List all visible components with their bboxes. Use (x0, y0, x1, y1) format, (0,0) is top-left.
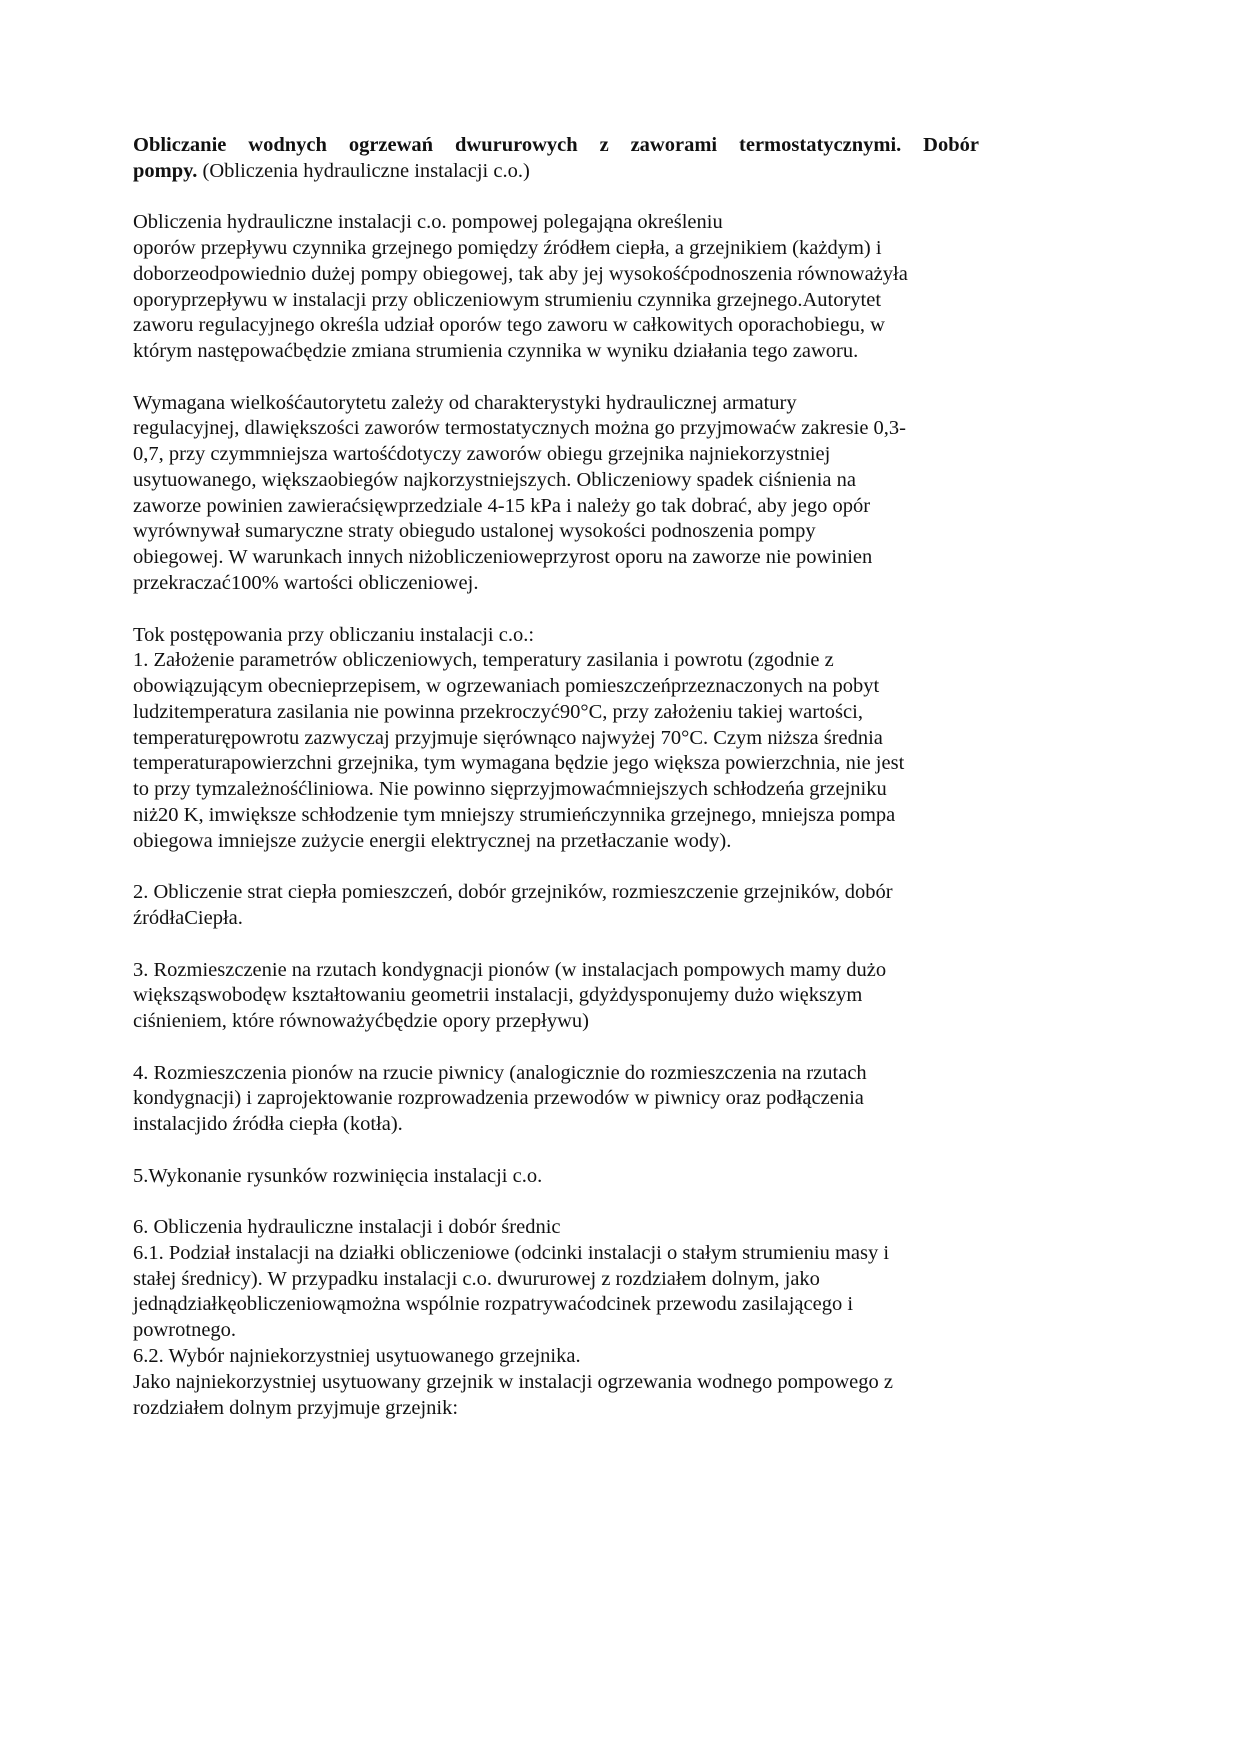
text-line: którym następowaćbędzie zmiana strumienia czynnika w wyniku działania tego zaworu. (133, 340, 859, 363)
text-line: obiegowa imniejsze zużycie energii elektrycznej na przetłaczanie wody). (133, 829, 732, 852)
text-line: przekraczać100% wartości obliczeniowej. (133, 572, 479, 595)
text-line: Wymagana wielkośćautorytetu zależy od charakterystyki hydraulicznej armatury (133, 391, 797, 414)
text-line: regulacyjnej, dlawiększości zaworów termostatycznych można go przyjmowaćw zakresie 0,3- (133, 417, 907, 440)
text-line: 5.Wykonanie rysunków rozwinięcia instalacji c.o. (133, 1164, 543, 1187)
document-body (133, 185, 979, 1422)
text-line: zaworze powinien zawieraćsięwprzedziale 4-15 kPa i należy go tak dobrać, aby jego opór (133, 494, 871, 517)
text-line: 4. Rozmieszczenia pionów na rzucie piwnicy (analogicznie do rozmieszczenia na rzutach (133, 1061, 867, 1084)
document-title-line-2 (133, 159, 979, 185)
paragraph-spacer (133, 932, 979, 958)
text-line: większąswobodęw kształtowaniu geometrii instalacji, gdyżdysponujemy dużo większym (133, 984, 863, 1007)
text-line: niż20 K, imwiększe schłodzenie tym mniejszy strumieńczynnika grzejnego, mniejsza pompa (133, 803, 896, 826)
text-line: ludzitemperatura zasilania nie powinna przekroczyć90°C, przy założeniu takiej wartości, (133, 700, 863, 723)
text-line: wyrównywał sumaryczne straty obiegudo ustalonej wysokości podnoszenia pompy (133, 520, 816, 543)
paragraph-spacer (133, 854, 979, 880)
text-line: 6.2. Wybór najniekorzystniej usytuowanego grzejnika. (133, 1344, 581, 1367)
paragraph (133, 958, 979, 1035)
document-title-line-1 (133, 133, 979, 159)
paragraph-spacer (133, 1035, 979, 1061)
text-line: 1. Założenie parametrów obliczeniowych, temperatury zasilania i powrotu (zgodnie z (133, 649, 834, 672)
paragraph-spacer (133, 1138, 979, 1164)
paragraph (133, 623, 979, 855)
text-line: źródłaCiepła. (133, 906, 243, 929)
text-line: jednądziałkęobliczeniowąmożna wspólnie rozpatrywaćodcinek przewodu zasilającego i (133, 1293, 854, 1316)
text-line: instalacjido źródła ciepła (kotła). (133, 1113, 403, 1136)
text-line: stałej średnicy). W przypadku instalacji c.o. dwururowej z rozdziałem dolnym, jako (133, 1267, 820, 1290)
text-line: zaworu regulacyjnego określa udział oporów tego zaworu w całkowitych oporachobiegu, w (133, 314, 885, 337)
text-line: 6. Obliczenia hydrauliczne instalacji i dobór średnic (133, 1216, 561, 1239)
document-page (133, 133, 979, 1421)
text-line: powrotnego. (133, 1319, 237, 1342)
text-line: 6.1. Podział instalacji na działki obliczeniowe (odcinki instalacji o stałym strumieniu masy i (133, 1241, 890, 1264)
document-title-end: pompy. (133, 159, 198, 182)
text-line: oporyprzepływu w instalacji przy obliczeniowym strumieniu czynnika grzejnego.Autorytet (133, 288, 882, 311)
paragraph (133, 1061, 979, 1138)
paragraph-spacer (133, 185, 979, 211)
document-title: Obliczanie wodnych ogrzewań dwururowych z zaworami termostatycznymi. Dobór (133, 134, 979, 156)
paragraph (133, 1215, 979, 1421)
text-line: temperaturępowrotu zazwyczaj przyjmuje sięrównąco najwyżej 70°C. Czym niższa średnia (133, 726, 883, 749)
text-line: rozdziałem dolnym przyjmuje grzejnik: (133, 1396, 459, 1419)
paragraph-spacer (133, 1189, 979, 1215)
paragraph-spacer (133, 597, 979, 623)
text-line: 0,7, przy czymmniejsza wartośćdotyczy zaworów obiegu grzejnika najniekorzystniej (133, 443, 831, 466)
text-line: oporów przepływu czynnika grzejnego pomiędzy źródłem ciepła, a grzejnikiem (każdym) i (133, 237, 882, 260)
text-line: 2. Obliczenie strat ciepła pomieszczeń, dobór grzejników, rozmieszczenie grzejników, dobór (133, 881, 893, 904)
paragraph (133, 1164, 979, 1190)
document-subtitle: (Obliczenia hydrauliczne instalacji c.o.) (197, 159, 530, 182)
paragraph-spacer (133, 365, 979, 391)
paragraph (133, 880, 979, 932)
text-line: usytuowanego, większaobiegów najkorzystniejszych. Obliczeniowy spadek ciśnienia na (133, 468, 856, 491)
text-line: ciśnieniem, które równoważyćbędzie opory przepływu) (133, 1010, 589, 1033)
text-line: 3. Rozmieszczenie na rzutach kondygnacji pionów (w instalacjach pompowych mamy dużo (133, 958, 887, 981)
text-line: Jako najniekorzystniej usytuowany grzejnik w instalacji ogrzewania wodnego pompowego z (133, 1370, 894, 1393)
text-line: to przy tymzależnośćliniowa. Nie powinno sięprzyjmowaćmniejszych schłodzeńa grzejniku (133, 778, 887, 801)
text-line: doborzeodpowiednio dużej pompy obiegowej, tak aby jej wysokośćpodnoszenia równoważyła (133, 262, 908, 285)
text-line: Obliczenia hydrauliczne instalacji c.o. pompowej polegająna określeniu (133, 211, 723, 234)
text-line: Tok postępowania przy obliczaniu instalacji c.o.: (133, 623, 535, 646)
text-line: obiegowej. W warunkach innych niżobliczenioweprzyrost oporu na zaworze nie powinien (133, 546, 873, 569)
paragraph (133, 391, 979, 597)
text-line: kondygnacji) i zaprojektowanie rozprowadzenia przewodów w piwnicy oraz podłączenia (133, 1087, 864, 1110)
text-line: temperaturapowierzchni grzejnika, tym wymagana będzie jego większa powierzchnia, nie jest (133, 752, 905, 775)
paragraph (133, 210, 979, 365)
text-line: obowiązującym obecnieprzepisem, w ogrzewaniach pomieszczeńprzeznaczonych na pobyt (133, 675, 880, 698)
